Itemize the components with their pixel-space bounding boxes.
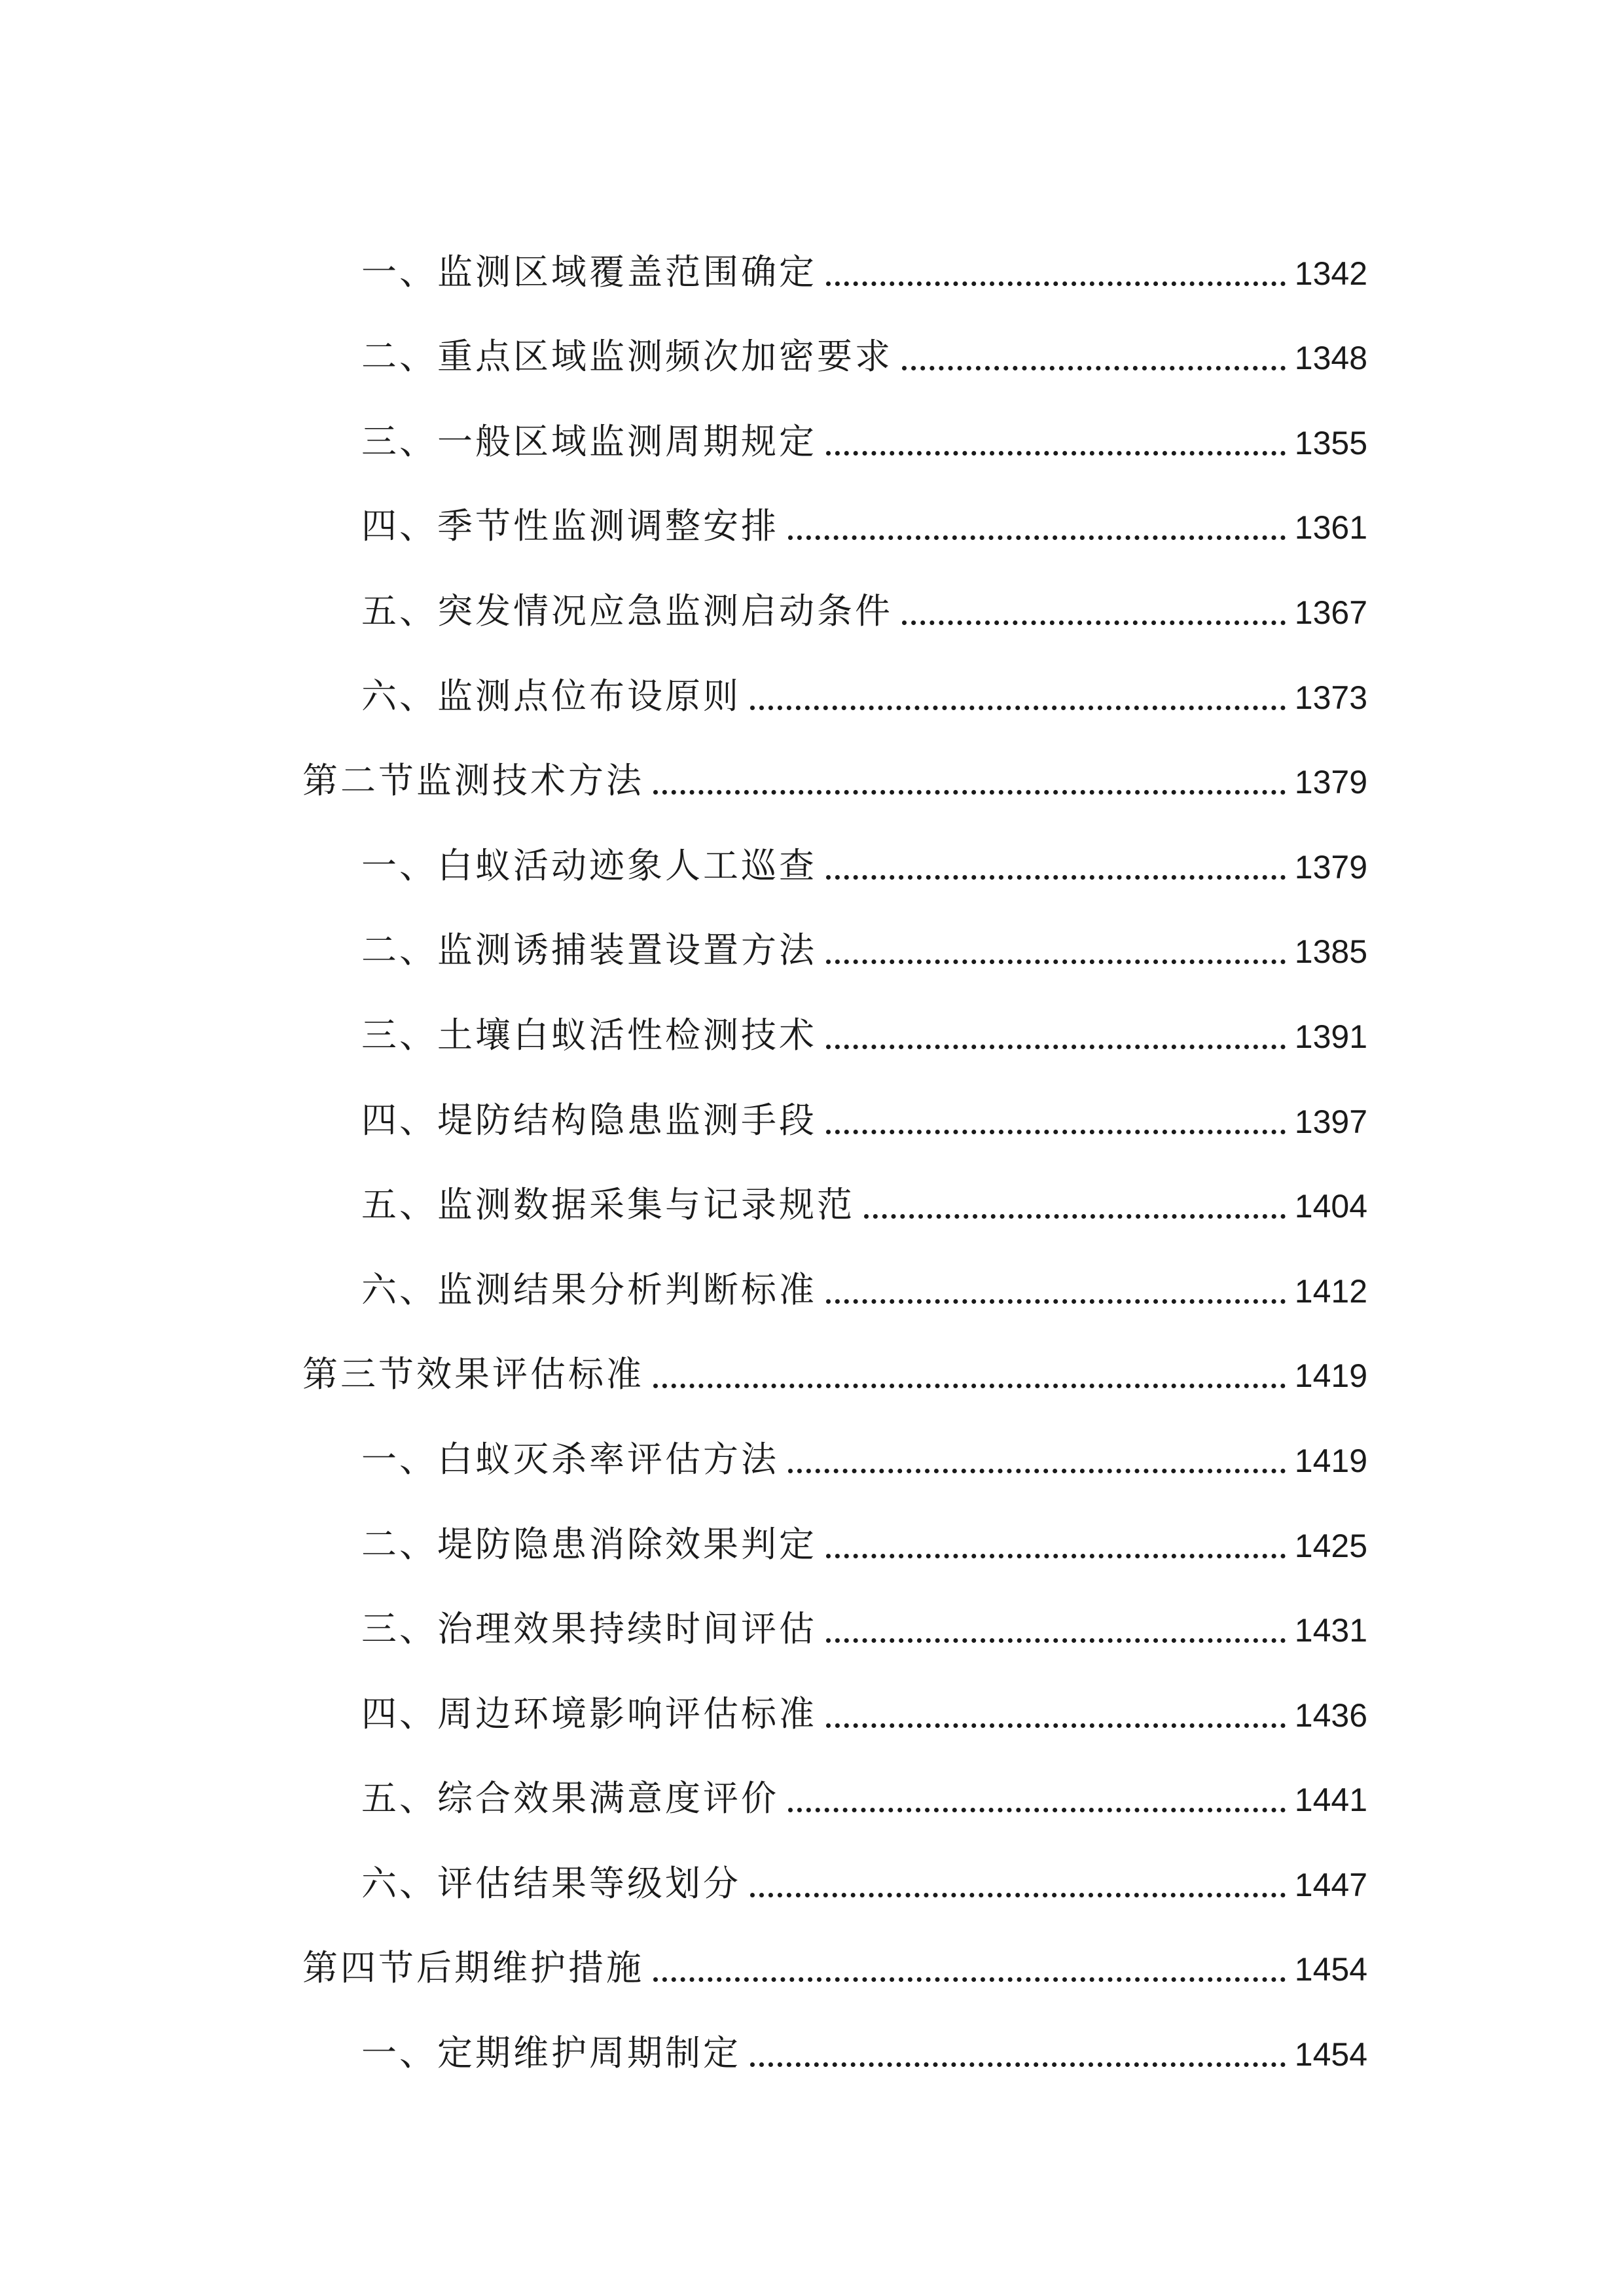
- toc-entry[interactable]: [302, 1566, 1367, 1651]
- toc-entry[interactable]: [302, 1651, 1367, 1736]
- toc-entry[interactable]: [302, 294, 1367, 379]
- toc-entry-title: 一、监测区域覆盖范围确定: [361, 251, 817, 293]
- toc-dot-leader: [826, 1638, 1286, 1643]
- toc-dot-leader: [826, 1554, 1286, 1558]
- toc-entry[interactable]: [302, 209, 1367, 294]
- toc-dot-leader: [653, 1977, 1286, 1982]
- toc-dot-leader: [826, 1299, 1286, 1304]
- toc-entry-title: 二、监测诱捕装置设置方法: [361, 929, 817, 971]
- toc-section-title: 第四节后期维护措施: [302, 1947, 644, 1989]
- toc-entry[interactable]: [302, 972, 1367, 1057]
- toc-dot-leader: [902, 620, 1286, 625]
- toc-entry[interactable]: [302, 1736, 1367, 1821]
- toc-section-title: 第二节监测技术方法: [302, 760, 644, 802]
- toc-page-number: 1397: [1294, 1103, 1367, 1140]
- toc-page-number: 1436: [1294, 1696, 1367, 1734]
- toc-page-number: 1431: [1294, 1612, 1367, 1649]
- toc-entry[interactable]: [302, 548, 1367, 633]
- toc-dot-leader: [750, 2062, 1286, 2067]
- toc-entry-title: 四、堤防结构隐患监测手段: [361, 1099, 817, 1141]
- toc-dot-leader: [902, 366, 1286, 370]
- toc-dot-leader: [826, 875, 1286, 880]
- toc-page-number: 1348: [1294, 340, 1367, 377]
- toc-page-number: 1379: [1294, 848, 1367, 886]
- toc-entry[interactable]: [302, 802, 1367, 888]
- toc-entry[interactable]: [302, 1142, 1367, 1227]
- toc-entry[interactable]: [302, 1057, 1367, 1142]
- table-of-contents: [302, 209, 1367, 2075]
- toc-dot-leader: [826, 1045, 1286, 1049]
- toc-entry-title: 三、治理效果持续时间评估: [361, 1608, 817, 1650]
- toc-entry-title: 四、周边环境影响评估标准: [361, 1693, 817, 1734]
- toc-entry[interactable]: [302, 463, 1367, 548]
- toc-entry-title: 六、评估结果等级划分: [361, 1862, 741, 1904]
- toc-entry[interactable]: [302, 1396, 1367, 1481]
- toc-page-number: 1342: [1294, 255, 1367, 292]
- toc-page-number: 1441: [1294, 1782, 1367, 1819]
- toc-entry-title: 五、突发情况应急监测启动条件: [361, 590, 893, 632]
- toc-page-number: 1373: [1294, 679, 1367, 716]
- toc-entry-title: 三、一般区域监测周期规定: [361, 420, 817, 462]
- toc-page-number: 1391: [1294, 1018, 1367, 1055]
- toc-page-number: 1385: [1294, 933, 1367, 971]
- toc-entry-title: 四、季节性监测调整安排: [361, 505, 779, 547]
- toc-entry-title: 一、白蚁灭杀率评估方法: [361, 1438, 779, 1480]
- toc-page-number: 1454: [1294, 1951, 1367, 1988]
- toc-dot-leader: [750, 706, 1286, 710]
- toc-entry[interactable]: [302, 1227, 1367, 1312]
- toc-entry[interactable]: [302, 1820, 1367, 1905]
- toc-dot-leader: [826, 1130, 1286, 1134]
- toc-entry[interactable]: [302, 1990, 1367, 2075]
- toc-section-entry[interactable]: [302, 1905, 1367, 1990]
- toc-dot-leader: [826, 451, 1286, 456]
- toc-page-number: 1447: [1294, 1866, 1367, 1903]
- toc-section-entry[interactable]: [302, 718, 1367, 803]
- toc-entry[interactable]: [302, 378, 1367, 463]
- toc-dot-leader: [788, 535, 1286, 540]
- toc-entry-title: 五、综合效果满意度评价: [361, 1778, 779, 1820]
- toc-dot-leader: [750, 1893, 1286, 1897]
- toc-section-entry[interactable]: [302, 1312, 1367, 1397]
- toc-entry[interactable]: [302, 1481, 1367, 1566]
- toc-entry-title: 三、土壤白蚁活性检测技术: [361, 1014, 817, 1056]
- toc-entry-title: 六、监测结果分析判断标准: [361, 1268, 817, 1310]
- toc-dot-leader: [826, 1723, 1286, 1728]
- toc-entry-title: 一、定期维护周期制定: [361, 2032, 741, 2074]
- toc-page-number: 1454: [1294, 2036, 1367, 2073]
- toc-dot-leader: [653, 1384, 1286, 1388]
- toc-page-number: 1367: [1294, 594, 1367, 631]
- toc-entry-title: 二、重点区域监测频次加密要求: [361, 336, 893, 378]
- toc-entry-title: 六、监测点位布设原则: [361, 675, 741, 717]
- toc-entry-title: 一、白蚁活动迹象人工巡查: [361, 844, 817, 886]
- toc-page-number: 1361: [1294, 509, 1367, 547]
- toc-dot-leader: [826, 960, 1286, 964]
- toc-dot-leader: [826, 281, 1286, 286]
- toc-dot-leader: [788, 1469, 1286, 1473]
- toc-page-number: 1412: [1294, 1272, 1367, 1310]
- toc-page-number: 1404: [1294, 1188, 1367, 1225]
- toc-dot-leader: [788, 1808, 1286, 1812]
- toc-dot-leader: [864, 1214, 1286, 1219]
- toc-entry-title: 五、监测数据采集与记录规范: [361, 1184, 855, 1226]
- toc-page-number: 1355: [1294, 424, 1367, 461]
- toc-dot-leader: [653, 790, 1286, 795]
- toc-section-title: 第三节效果评估标准: [302, 1354, 644, 1395]
- toc-entry-title: 二、堤防隐患消除效果判定: [361, 1523, 817, 1565]
- toc-page-number: 1379: [1294, 764, 1367, 801]
- toc-entry[interactable]: [302, 633, 1367, 718]
- toc-page-number: 1419: [1294, 1442, 1367, 1479]
- toc-entry[interactable]: [302, 888, 1367, 973]
- toc-page-number: 1419: [1294, 1357, 1367, 1395]
- toc-page-number: 1425: [1294, 1527, 1367, 1564]
